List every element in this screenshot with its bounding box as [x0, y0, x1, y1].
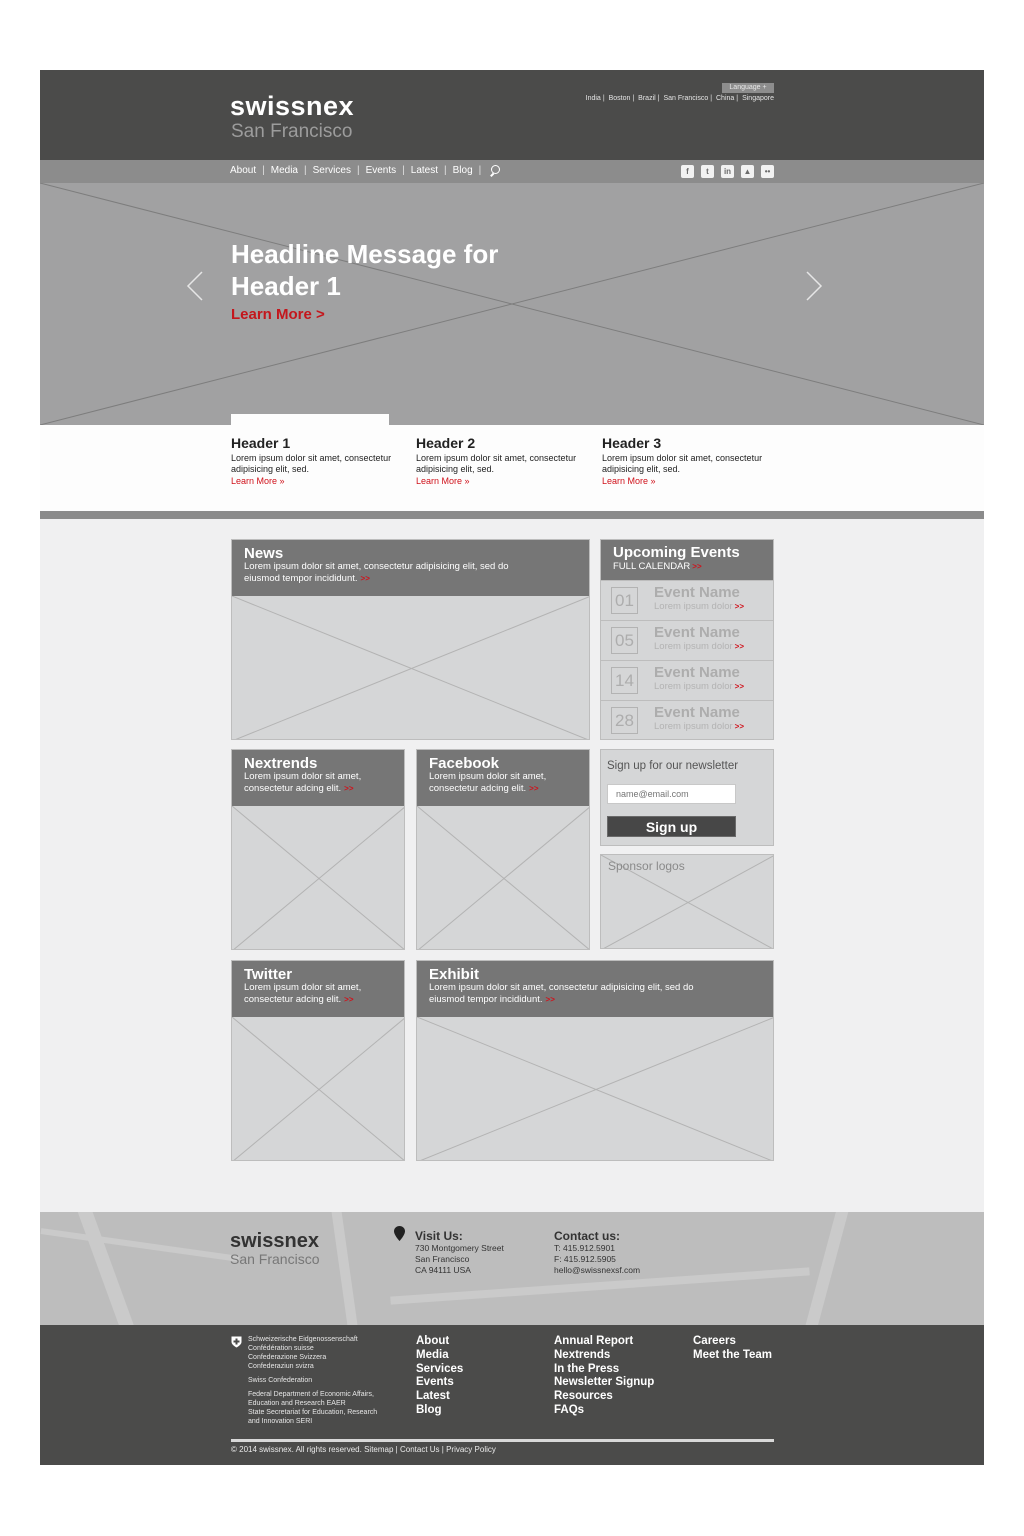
- phone: T: 415.912.5901: [554, 1243, 615, 1253]
- city-links: India | Boston | Brazil | San Francisco | China | Singapore: [585, 95, 774, 102]
- newsletter-panel: [600, 749, 774, 846]
- map-pin-icon: [394, 1226, 405, 1241]
- feature-text: Lorem ipsum dolor sit amet, consectetur adipisicing elit, sed.: [231, 453, 392, 474]
- footer-logo-title: swissnex: [230, 1230, 319, 1252]
- sponsor-logos-panel: [600, 854, 774, 949]
- flickr-icon[interactable]: ••: [761, 165, 774, 178]
- nav-blog[interactable]: Blog: [452, 165, 473, 176]
- map-road: [41, 1228, 240, 1262]
- event-desc: Lorem ipsum dolor >>: [654, 681, 745, 692]
- footer-links-col-3: [693, 1335, 772, 1363]
- more-link[interactable]: >>: [344, 784, 354, 793]
- facebook-card[interactable]: [416, 749, 590, 950]
- footer-link-in-the-press[interactable]: In the Press: [554, 1362, 620, 1375]
- event-name: Event Name: [654, 704, 740, 721]
- main-nav-bar: [40, 160, 984, 183]
- card-header: [232, 540, 589, 596]
- nav-services[interactable]: Services: [312, 165, 351, 176]
- swiss-crest-icon: [231, 1336, 242, 1348]
- feature-text: Lorem ipsum dolor sit amet, consectetur adipisicing elit, sed.: [416, 453, 577, 474]
- facebook-icon[interactable]: f: [681, 165, 694, 178]
- nav-media[interactable]: Media: [270, 165, 298, 176]
- card-title: News: [244, 545, 284, 562]
- footer-link-blog[interactable]: Blog: [416, 1403, 442, 1416]
- feature-learn-more-link[interactable]: Learn More »: [416, 476, 470, 486]
- nav-about[interactable]: About: [230, 165, 257, 176]
- contact-block: [554, 1230, 640, 1276]
- footer-map-band: [40, 1212, 984, 1325]
- image-placeholder-icon: [417, 1017, 774, 1161]
- card-title: Exhibit: [429, 966, 480, 983]
- map-road: [73, 1212, 141, 1325]
- main-nav: About | Media | Services | Events | Latest | Blog |: [230, 165, 500, 176]
- address-line: San Francisco: [415, 1254, 470, 1264]
- footer-logo-subtitle: San Francisco: [230, 1251, 320, 1267]
- upcoming-events-panel: [600, 539, 774, 740]
- image-placeholder-icon: [232, 1017, 405, 1161]
- full-calendar-link[interactable]: FULL CALENDAR >>: [613, 561, 702, 572]
- image-placeholder-icon: [232, 596, 590, 740]
- image-placeholder-icon: [40, 183, 984, 425]
- language-button[interactable]: Language +: [722, 83, 774, 93]
- footer-link-media[interactable]: Media: [416, 1348, 449, 1361]
- footer-link-about[interactable]: About: [416, 1335, 450, 1347]
- card-text: Lorem ipsum dolor sit amet, consectetur adipisicing elit, sed do eiusmod tempor incididunt.: [244, 561, 509, 584]
- event-date: 05: [611, 627, 638, 654]
- twitter-icon[interactable]: t: [701, 165, 714, 178]
- feature-text: Lorem ipsum dolor sit amet, consectetur adipisicing elit, sed.: [602, 453, 763, 474]
- card-text: Lorem ipsum dolor sit amet, consectetur adipisicing elit, sed do eiusmod tempor incididunt.: [429, 982, 694, 1005]
- signup-button[interactable]: Sign up: [607, 816, 736, 837]
- city-link-china[interactable]: China: [716, 95, 735, 102]
- event-name: Event Name: [654, 664, 740, 681]
- news-card[interactable]: [231, 539, 590, 740]
- hero-carousel: [40, 183, 984, 425]
- nav-latest[interactable]: Latest: [410, 165, 439, 176]
- footer-link-faqs[interactable]: FAQs: [554, 1403, 585, 1416]
- footer-link-events[interactable]: Events: [416, 1376, 454, 1389]
- city-link-india[interactable]: India: [585, 95, 601, 102]
- footer-links-col-1: [416, 1335, 463, 1418]
- linkedin-icon[interactable]: in: [721, 165, 734, 178]
- card-title: Twitter: [244, 966, 293, 983]
- chevron-right-icon[interactable]: [804, 271, 824, 301]
- footer-link-nextrends[interactable]: Nextrends: [554, 1348, 611, 1361]
- event-desc: Lorem ipsum dolor >>: [654, 721, 745, 732]
- footer-link-newsletter-signup[interactable]: Newsletter Signup: [554, 1376, 655, 1389]
- more-link[interactable]: >>: [344, 995, 354, 1004]
- card-title: Facebook: [429, 755, 500, 772]
- card-text: Lorem ipsum dolor sit amet, consectetur adcing elit.: [244, 771, 362, 794]
- visit-title: Visit Us:: [415, 1229, 463, 1243]
- fax: F: 415.912.5905: [554, 1254, 616, 1264]
- feature-strip: [40, 425, 984, 511]
- card-text: Lorem ipsum dolor sit amet, consectetur adcing elit.: [244, 982, 362, 1005]
- chevron-left-icon[interactable]: [185, 271, 205, 301]
- more-link[interactable]: >>: [529, 784, 539, 793]
- exhibit-card[interactable]: [416, 960, 774, 1161]
- feature-2: [416, 435, 586, 486]
- footer-link-latest[interactable]: Latest: [416, 1390, 450, 1403]
- logo-subtitle: San Francisco: [231, 121, 353, 142]
- youtube-icon[interactable]: ▲: [741, 165, 754, 178]
- sitemap-link[interactable]: Sitemap: [364, 1445, 394, 1454]
- event-name: Event Name: [654, 624, 740, 641]
- event-date: 14: [611, 667, 638, 694]
- city-link-singapore[interactable]: Singapore: [742, 95, 774, 102]
- card-header: [417, 750, 589, 806]
- nav-events[interactable]: Events: [365, 165, 397, 176]
- event-item[interactable]: [601, 580, 773, 620]
- more-link[interactable]: >>: [360, 574, 370, 583]
- card-header: [417, 961, 773, 1017]
- image-placeholder-icon: [232, 806, 405, 950]
- contact-us-link[interactable]: Contact Us: [399, 1445, 440, 1454]
- sponsor-label: Sponsor logos: [608, 859, 685, 873]
- city-link-boston[interactable]: Boston: [608, 95, 631, 102]
- twitter-card[interactable]: [231, 960, 405, 1161]
- footer-link-careers[interactable]: Careers: [693, 1335, 736, 1347]
- feature-title[interactable]: Header 1: [231, 435, 291, 451]
- feature-1: [231, 435, 401, 486]
- events-title: Upcoming Events: [613, 544, 740, 561]
- event-date: 01: [611, 587, 638, 614]
- footer-link-meet-the-team[interactable]: Meet the Team: [693, 1348, 773, 1361]
- city-link-san-francisco[interactable]: San Francisco: [663, 95, 709, 102]
- feature-learn-more-link[interactable]: Learn More »: [602, 476, 656, 486]
- events-header: [601, 540, 773, 580]
- card-title: Nextrends: [244, 755, 318, 772]
- copyright-text: © 2014 swissnex. All rights reserved.: [231, 1445, 362, 1454]
- map-road: [329, 1212, 361, 1325]
- event-item[interactable]: [601, 700, 773, 740]
- feature-title[interactable]: Header 2: [416, 435, 476, 451]
- feature-learn-more-link[interactable]: Learn More »: [231, 476, 285, 486]
- event-desc: Lorem ipsum dolor >>: [654, 641, 745, 652]
- event-item[interactable]: [601, 620, 773, 660]
- email-link[interactable]: hello@swissnexsf.com: [554, 1265, 641, 1275]
- footer-link-annual-report[interactable]: Annual Report: [554, 1335, 634, 1347]
- newsletter-label: Sign up for our newsletter: [607, 760, 739, 772]
- logo-title[interactable]: swissnex: [230, 91, 355, 121]
- footer-divider: [231, 1439, 774, 1442]
- card-header: [232, 750, 404, 806]
- confederation-text: Schweizerische Eidgenossenschaft Confédération suisse Confederazione Svizzera Confederaziun svizra Swiss Confederation Federal Department of Economic Affairs, Education and Research EAER State Secretariat for Education, Research and Innovation SERI: [248, 1336, 378, 1425]
- privacy-policy-link[interactable]: Privacy Policy: [446, 1445, 496, 1454]
- hero-learn-more-link[interactable]: Learn More >: [231, 306, 325, 323]
- city-link-brazil[interactable]: Brazil: [638, 95, 656, 102]
- copyright-line: © 2014 swissnex. All rights reserved. Sitemap | Contact Us | Privacy Policy: [231, 1445, 496, 1454]
- top-header: [40, 70, 984, 160]
- social-links: [681, 165, 774, 178]
- contact-title: Contact us:: [554, 1229, 620, 1243]
- card-header: [232, 961, 404, 1017]
- card-text: Lorem ipsum dolor sit amet, consectetur adcing elit.: [429, 771, 547, 794]
- more-link[interactable]: >>: [545, 995, 555, 1004]
- hero-active-tab-indicator: [231, 414, 389, 425]
- event-desc: Lorem ipsum dolor >>: [654, 601, 745, 612]
- image-placeholder-icon: [417, 806, 590, 950]
- section-divider: [40, 511, 984, 519]
- nextrends-card[interactable]: [231, 749, 405, 950]
- footer-link-services[interactable]: Services: [416, 1362, 464, 1375]
- search-icon[interactable]: [489, 165, 500, 176]
- newsletter-email-input[interactable]: [607, 784, 736, 804]
- feature-title[interactable]: Header 3: [602, 435, 662, 451]
- footer-links-col-2: [554, 1335, 654, 1418]
- address-line: CA 94111 USA: [415, 1265, 471, 1275]
- hero-headline: Headline Message for Header 1: [231, 239, 499, 301]
- footer-link-resources[interactable]: Resources: [554, 1390, 613, 1403]
- address-line: 730 Montgomery Street: [415, 1243, 504, 1253]
- event-name: Event Name: [654, 584, 740, 601]
- feature-3: [602, 435, 772, 486]
- footer: [40, 1325, 984, 1465]
- event-item[interactable]: [601, 660, 773, 700]
- visit-us-block: [415, 1230, 504, 1276]
- page-wireframe: [40, 70, 984, 1465]
- event-date: 28: [611, 707, 638, 734]
